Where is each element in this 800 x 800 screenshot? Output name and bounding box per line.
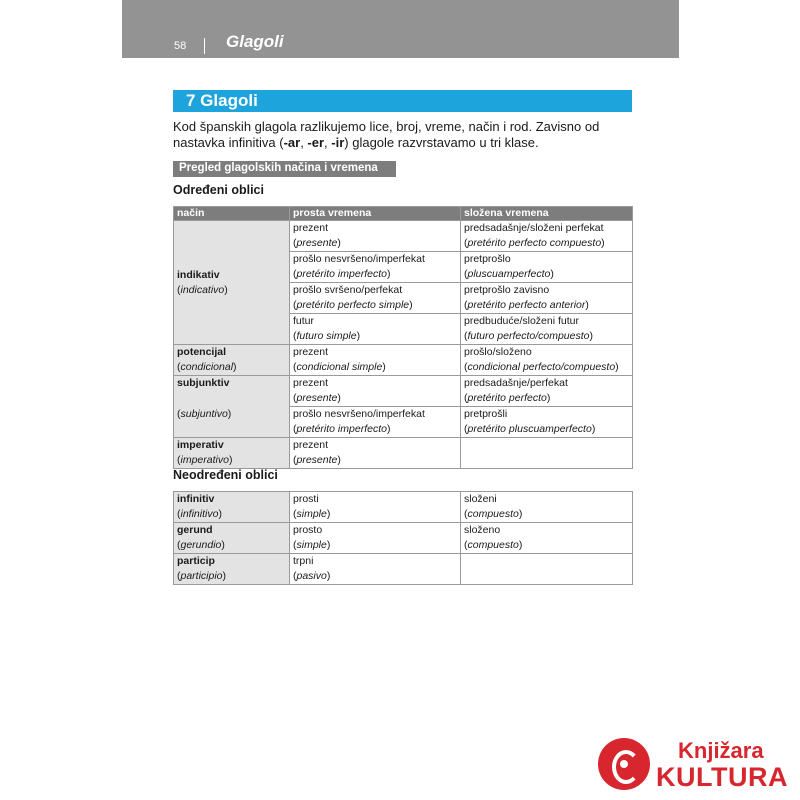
simple-tense-cell: prezent (presente) — [290, 438, 461, 469]
page-number: 58 — [174, 40, 187, 52]
page-header — [122, 0, 679, 58]
compound-tense-cell: pretprošlo (pluscuamperfecto) — [461, 252, 633, 283]
tense-name: pretprošlo — [464, 253, 511, 265]
form-name-es: simple — [296, 508, 327, 520]
simple-tense-cell: prošlo svršeno/perfekat (pretérito perfecto simple) — [290, 283, 461, 314]
intro-paragraph — [173, 119, 643, 151]
form-label: infinitiv — [177, 493, 215, 505]
form-name-es: pasivo — [296, 570, 327, 582]
tense-name: prezent — [293, 222, 329, 234]
form-name: složeno — [464, 524, 501, 536]
mood-label-es: indicativo — [180, 283, 225, 296]
table-row — [174, 438, 633, 469]
suffix-ir: -ir — [331, 135, 345, 150]
form-name: prosti — [293, 493, 319, 505]
tense-name-es: pretérito perfecto simple — [296, 299, 410, 311]
form-name: složeni — [464, 493, 497, 505]
tense-name-es: futuro perfecto/compuesto — [467, 330, 590, 342]
simple-tense-cell: prezent (condicional simple) — [290, 345, 461, 376]
form-cell-gerund: gerund (gerundio) — [174, 523, 290, 554]
tense-name: pretprošli — [464, 408, 508, 420]
compound-tense-cell: predsadašnje/perfekat (pretérito perfecto) — [461, 376, 633, 407]
table-row — [174, 345, 633, 376]
tense-name-es: pretérito imperfecto — [296, 423, 387, 435]
tense-name: pretprošlo zavisno — [464, 284, 550, 296]
tense-name: futur — [293, 315, 315, 327]
compound-form-cell: složeno (compuesto) — [461, 523, 633, 554]
simple-tense-cell: prezent (presente) — [290, 376, 461, 407]
table-row — [174, 554, 633, 585]
definite-forms-heading: Određeni oblici — [173, 183, 264, 197]
form-cell-particip: particip (participio) — [174, 554, 290, 585]
tense-name: prošlo/složeno — [464, 346, 532, 358]
tense-name: predsadašnje/složeni perfekat — [464, 222, 604, 234]
tense-name-es: pluscuamperfecto — [467, 268, 551, 280]
simple-form-cell: prosti (simple) — [290, 492, 461, 523]
form-name-es: compuesto — [467, 539, 519, 551]
tense-name-es: pretérito imperfecto — [296, 268, 387, 280]
chapter-title: 7 Glagoli — [186, 91, 258, 110]
tense-name-es: pretérito pluscuamperfecto — [467, 423, 592, 435]
compound-form-cell: složeni (compuesto) — [461, 492, 633, 523]
chapter-heading-bar — [173, 90, 632, 112]
tense-name: prezent — [293, 346, 329, 358]
mood-cell-indikativ: indikativ (indicativo) — [174, 221, 290, 345]
logo-line-2: KULTURA — [656, 762, 788, 792]
form-name-es: simple — [296, 539, 327, 551]
tense-name: prezent — [293, 377, 329, 389]
compound-tense-cell: pretprošlo zavisno (pretérito perfecto anterior) — [461, 283, 633, 314]
mood-label: indikativ — [177, 268, 220, 281]
tense-name-es: presente — [296, 237, 338, 249]
mood-label: subjunktiv — [177, 377, 230, 389]
form-label: gerund — [177, 524, 213, 536]
intro-text: nastavka infinitiva ( — [173, 135, 284, 150]
intro-text: ) glagole razvrstavamo u tri klase. — [344, 135, 539, 150]
simple-tense-cell: prošlo nesvršeno/imperfekat (pretérito imperfecto) — [290, 407, 461, 438]
form-label: particip — [177, 555, 215, 567]
tense-name-es: presente — [296, 392, 338, 404]
form-cell-infinitiv: infinitiv (infinitivo) — [174, 492, 290, 523]
suffix-er: -er — [307, 135, 325, 150]
mood-label-es: imperativo — [180, 454, 229, 466]
section-label: Pregled glagolskih načina i vremena — [179, 162, 378, 174]
form-name: trpni — [293, 555, 314, 567]
running-title: Glagoli — [226, 32, 284, 51]
tense-name: prošlo svršeno/perfekat — [293, 284, 403, 296]
intro-text: , — [300, 135, 308, 150]
form-label-es: participio — [180, 570, 223, 582]
intro-line-1: Kod španskih glagola razlikujemo lice, broj, vreme, način i rod. Zavisno od — [173, 119, 600, 134]
table-row — [174, 221, 633, 252]
compound-tense-cell: pretprošli (pretérito pluscuamperfecto) — [461, 407, 633, 438]
logo-emblem-icon — [598, 738, 650, 790]
mood-cell-imperativ: imperativ (imperativo) — [174, 438, 290, 469]
intro-text: , — [324, 135, 332, 150]
form-label-es: infinitivo — [180, 508, 219, 520]
logo-line-1: Knjižara — [678, 738, 764, 763]
mood-cell-subjunktiv — [174, 376, 290, 407]
table-row — [174, 407, 633, 438]
tense-name-es: presente — [296, 454, 338, 466]
mood-cell-potencijal: potencijal (condicional) — [174, 345, 290, 376]
form-name: prosto — [293, 524, 323, 536]
column-header: prosta vremena — [290, 207, 461, 221]
indefinite-forms-table — [173, 491, 633, 585]
simple-tense-cell: prošlo nesvršeno/imperfekat (pretérito imperfecto) — [290, 252, 461, 283]
mood-label: potencijal — [177, 346, 227, 358]
simple-tense-cell: prezent (presente) — [290, 221, 461, 252]
mood-label-es: condicional — [180, 361, 234, 373]
definite-forms-table — [173, 206, 633, 469]
tense-name: prošlo nesvršeno/imperfekat — [293, 408, 425, 420]
tense-name-es: futuro simple — [296, 330, 357, 342]
table-row — [174, 376, 633, 407]
compound-tense-cell: predsadašnje/složeni perfekat (pretérito perfecto compuesto) — [461, 221, 633, 252]
tense-name-es: condicional perfecto/compuesto — [467, 361, 616, 373]
simple-form-cell: prosto (simple) — [290, 523, 461, 554]
tense-name-es: pretérito perfecto compuesto — [467, 237, 602, 249]
tense-name: prezent — [293, 439, 329, 451]
table-row — [174, 523, 633, 554]
table-header-row — [174, 207, 633, 221]
column-header: složena vremena — [461, 207, 633, 221]
indefinite-forms-heading: Neodređeni oblici — [173, 468, 278, 482]
bookstore-logo — [598, 738, 798, 798]
tense-name-es: pretérito perfecto anterior — [467, 299, 586, 311]
suffix-ar: -ar — [283, 135, 301, 150]
simple-form-cell: trpni (pasivo) — [290, 554, 461, 585]
header-divider — [204, 38, 205, 54]
tense-name: predsadašnje/perfekat — [464, 377, 568, 389]
form-name-es: compuesto — [467, 508, 519, 520]
compound-tense-cell: predbuduće/složeni futur (futuro perfecto/compuesto) — [461, 314, 633, 345]
compound-form-cell — [461, 554, 633, 585]
mood-label: imperativ — [177, 439, 224, 451]
mood-cell-subjunktiv-es: (subjuntivo) — [174, 407, 290, 438]
compound-tense-cell: prošlo/složeno (condicional perfecto/compuesto) — [461, 345, 633, 376]
simple-tense-cell: futur (futuro simple) — [290, 314, 461, 345]
form-label-es: gerundio — [180, 539, 222, 551]
mood-label-es: subjuntivo — [180, 407, 228, 420]
tense-name: prošlo nesvršeno/imperfekat — [293, 253, 425, 265]
tense-name-es: pretérito perfecto — [467, 392, 547, 404]
table-row — [174, 492, 633, 523]
section-label-bar — [173, 161, 396, 177]
compound-tense-cell — [461, 438, 633, 469]
column-header: način — [174, 207, 290, 221]
tense-name-es: condicional simple — [296, 361, 383, 373]
tense-name: predbuduće/složeni futur — [464, 315, 579, 327]
